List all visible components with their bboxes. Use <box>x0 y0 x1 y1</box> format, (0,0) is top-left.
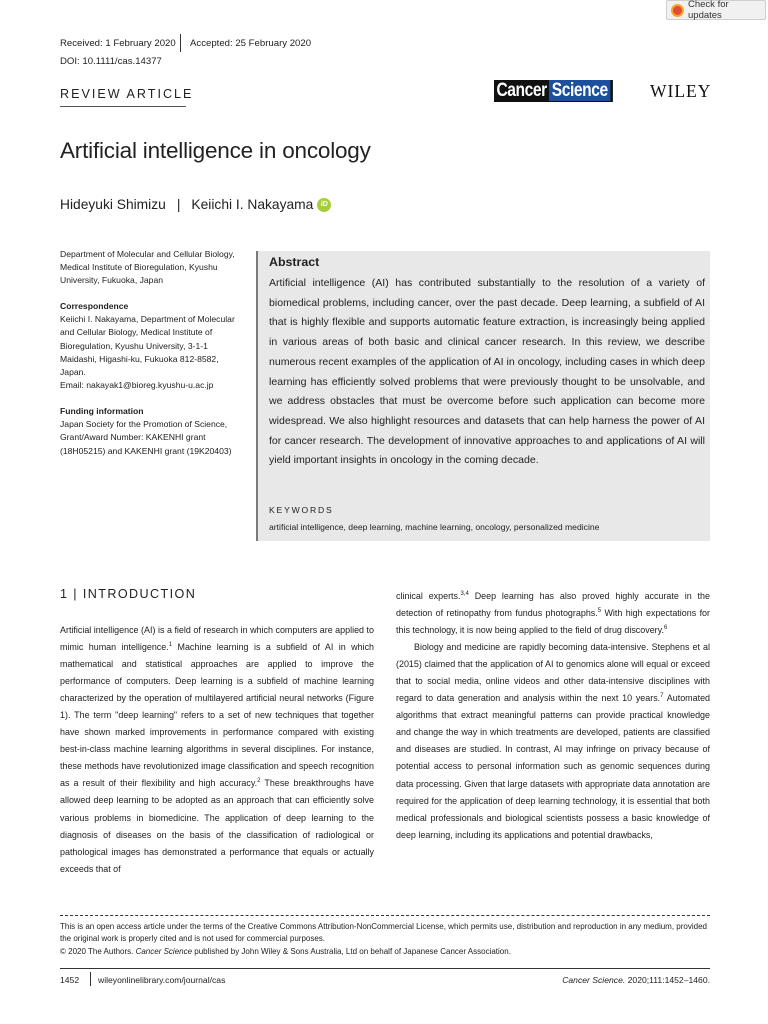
footer-divider <box>90 972 91 986</box>
citation-ref[interactable]: 3,4 <box>460 591 469 598</box>
publisher-logo: WILEY <box>650 81 712 101</box>
check-for-updates-button[interactable] <box>666 0 766 20</box>
text-run: 2020;111:1452–1460. <box>625 975 710 985</box>
article-type-underline <box>60 106 186 107</box>
text-run: Automated algorithms that extract meaningful patterns can provide practical knowledge and change the way in which treatments are developed, patients are classified and diseases are studied. In contrast, AI may infringe on privacy because of potential access to personal information such as genomic sequences during data processing. Given that large datasets with appropriate data annotation are required for the application of deep learning technology, it is essential that both medical professionals and biological scientists possess a basic knowledge of deep learning, including its applications and potential drawbacks, <box>396 693 711 840</box>
license-footnote <box>60 921 715 958</box>
section-heading-introduction: 1 | INTRODUCTION <box>60 587 197 601</box>
text-run: With high expectations for this technology, it is now being applied to the field of drug discovery. <box>396 608 711 636</box>
article-type: REVIEW ARTICLE <box>60 87 194 101</box>
check-for-updates-label: Check for updates <box>688 0 729 21</box>
keywords-text: artificial intelligence, deep learning, machine learning, oncology, personalized medicine <box>269 522 600 532</box>
citation-ref[interactable]: 5 <box>597 608 602 615</box>
citation-ref[interactable]: 2 <box>257 778 261 785</box>
footer-rule <box>60 968 710 969</box>
correspondence-email[interactable]: Email: nakayak1@bioreg.kyushu-u.ac.jp <box>60 380 214 391</box>
journal-logo-cancer: Cancer <box>496 80 547 101</box>
text-run: Deep learning has also proved highly accurate in the detection of retinopathy from fundus photographs. <box>396 591 710 619</box>
text-run: © 2020 The Authors. <box>60 946 136 956</box>
funding-body: Japan Society for the Promotion of Science, Grant/Award Number: KAKENHI grant (18H05215) and KAKENHI grant (19K20403) <box>60 419 232 456</box>
text-run: Biology and medicine are rapidly becoming data-intensive. Stephens et al (2015) claimed that the application of AI to genomics alone will equal or exceed that to social media, online videos and other data-intensive disciplines with regard to data generation and analysis within the next 10 years. <box>396 642 710 704</box>
citation-ref[interactable]: 6 <box>663 625 668 632</box>
journal-logo <box>494 80 613 102</box>
body-column-right <box>396 588 710 844</box>
correspondence-block <box>60 300 245 392</box>
license-text: This is an open access article under the terms of the Creative Commons Attribution-NonCommercial License, which permits use, distribution and reproduction in any medium, provided the original work is properly cited and is not used for commercial purposes. <box>60 922 707 944</box>
citation-ref[interactable]: 7 <box>660 693 664 700</box>
paragraph <box>396 639 710 844</box>
abstract-heading: Abstract <box>269 255 320 269</box>
affiliation: Department of Molecular and Cellular Biology, Medical Institute of Bioregulation, Kyushu University, Fukuoka, Japan <box>60 249 235 286</box>
text-run: published by John Wiley & Sons Australia, Ltd on behalf of Japanese Cancer Association. <box>192 946 511 956</box>
meta-divider <box>180 34 181 52</box>
received-date: Received: 1 February 2020 <box>60 38 176 49</box>
text-run: Artificial intelligence (AI) is a field of research in which computers are applied to mimic human intelligence. <box>60 625 374 653</box>
body-column-left <box>60 622 374 878</box>
text-run: Machine learning is a subfield of AI in which mathematical and statistical approaches are applied to improve the performance of computers. Deep learning is a subfield of machine learning characterized by the operation of multilayered artificial neural networks (Figure 1). The term "deep learning" refers to a set of new techniques that together have shown marked improvements in performance compared with existing best-in-class machine learning algorithms in several disciplines. For instance, these methods have revolutionized image classification and speech recognition as a result of their flexibility and high accuracy. <box>60 642 375 789</box>
author-separator: | <box>176 197 181 212</box>
text-run: Cancer Science. <box>562 975 626 985</box>
author-list <box>60 197 331 212</box>
journal-logo-science: Science <box>549 80 610 101</box>
funding-heading: Funding information <box>60 406 144 416</box>
copyright-line <box>60 946 715 958</box>
paper-title: Artificial intelligence in oncology <box>60 138 371 163</box>
footnote-rule <box>60 915 710 916</box>
paragraph <box>396 588 710 639</box>
citation-ref[interactable]: 1 <box>168 642 173 649</box>
keywords-heading: KEYWORDS <box>269 505 334 515</box>
accepted-date: Accepted: 25 February 2020 <box>190 38 312 49</box>
orcid-icon[interactable]: iD <box>317 198 331 212</box>
citation-line <box>562 975 710 985</box>
journal-url[interactable]: wileyonlinelibrary.com/journal/cas <box>98 975 226 985</box>
crossmark-icon <box>671 4 684 17</box>
text-run: clinical experts. <box>396 591 461 601</box>
correspondence-heading: Correspondence <box>60 301 129 311</box>
doi[interactable]: DOI: 10.1111/cas.14377 <box>60 56 162 67</box>
author-name[interactable]: Keiichi I. Nakayama <box>191 197 314 212</box>
text-run: Cancer Science <box>135 946 193 956</box>
funding-block <box>60 405 245 458</box>
abstract-text: Artificial intelligence (AI) has contributed substantially to the resolution of a variety of biomedical problems, including cancer, over the past decade. Deep learning, a subfield of AI that is highly flexible and supports automatic feature extraction, is increasingly being applied in various areas of both basic and clinical cancer research. In this review, we describe numerous recent examples of the application of AI in oncology, including cases in which deep learning has efficiently solved problems that were previously thought to be unsolvable, and we address obstacles that must be overcome before such application can become more widespread. We also highlight resources and datasets that can help harness the power of AI for cancer research. The development of innovative approaches to and applications of AI will yield important insights in oncology in the coming decade. <box>269 277 705 467</box>
text-run: These breakthroughs have allowed deep learning to be adopted as an approach that can efficiently solve various problems in biomedicine. The application of deep learning to the diagnosis of diseases on the basis of the classification of radiological or pathological images has demonstrated a performance that equals or actually exceeds that of <box>60 778 374 874</box>
page-number: 1452 <box>60 975 80 985</box>
paragraph <box>60 622 374 878</box>
correspondence-body: Keiichi I. Nakayama, Department of Molecular and Cellular Biology, Medical Institute of Bioregulation, Kyushu University, 3-1-1 Maidashi, Higashi-ku, Fukuoka 812-8582, Japan. <box>60 314 235 378</box>
author-name[interactable]: Hideyuki Shimizu <box>60 197 166 212</box>
